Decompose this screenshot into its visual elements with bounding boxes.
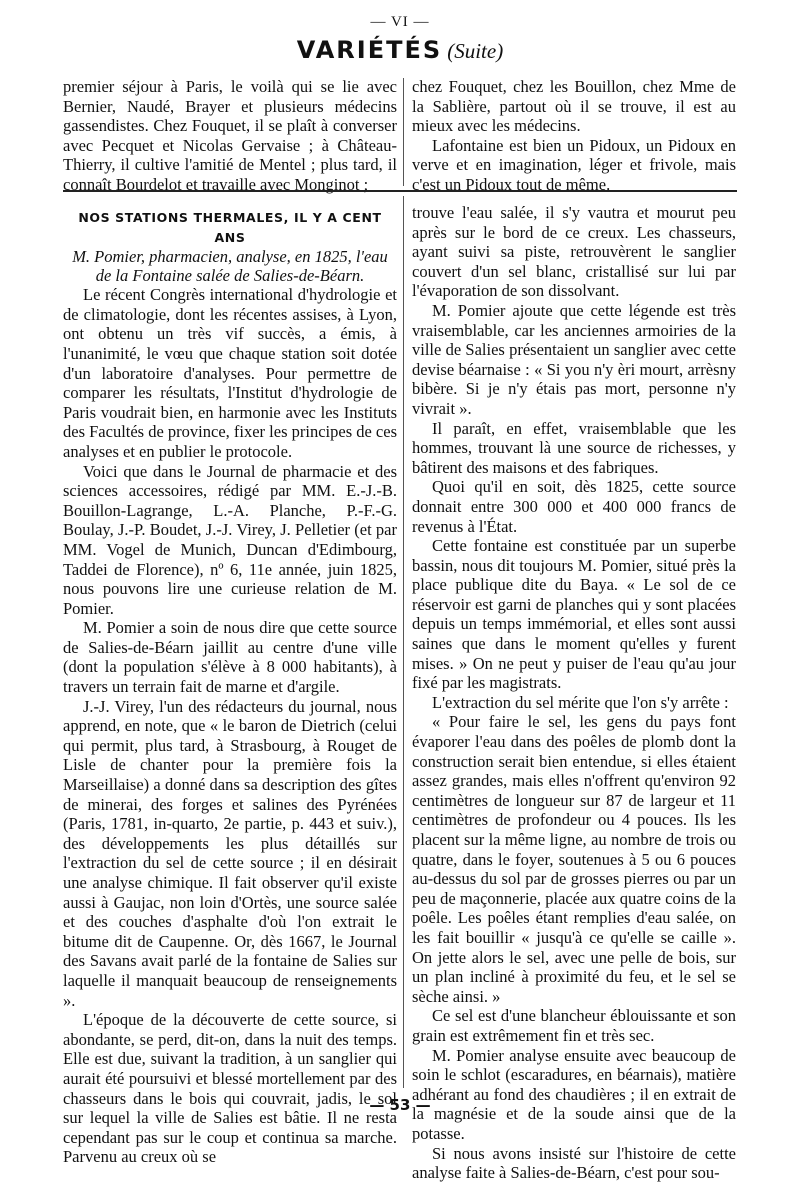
article-paragraph: J.-J. Virey, l'un des rédacteurs du journal, nous apprend, en note, que « le baron de Dietrich (celui qui permit, plus tard, à Strasbourg, à Rouget de Lisle de chanter pour la première fois la Marseillaise) a donné dans sa description des gîtes de minerai, des forges et salines des Pyrénées (Paris, 1781, in-quarto, 2e partie, p. 443 et suiv.), des développements les plus détaillés sur l'extraction du sel de cette source ; il en désirait une analyse chimique. Il fait observer qu'il existe aussi à Gaujac, non loin d'Ortès, une source salée et des couches d'asphalte d'où l'on extrait le bitume dit de Caupenne. Or, dès 1667, le Journal des Savans avait parlé de la fontaine de Salies sur laquelle il manquait beaucoup de renseignements ».	[63, 696, 397, 1010]
column-divider	[403, 196, 404, 1088]
article-paragraph: « Pour faire le sel, les gens du pays font évaporer l'eau dans des poêles de plomb dont la construction serait bien entendue, si elles étaient assez grandes, mais elles n'offrent qu'environ 92 centimètres de longueur sur 87 de largeur et 11 centimètres de profondeur ou 4 pouces. Ils les placent sur la même ligne, au nombre de trois ou quatre, dans le foyer, soutenues à 5 ou 6 pouces au-dessus du sol par de grosses pierres ou par un peu de maçonnerie, placée aux quatre coins de la poêle. Les poêles étant remplies d'eau salée, on les fait bouillir « jusqu'à ce qu'elle se caille ». On jette alors le sel, avec une pelle de bois, sur un plan incliné à proximité du feu, et le sel se sèche ainsi. »	[412, 712, 736, 1006]
article-paragraph: Le récent Congrès international d'hydrologie et de climatologie, dont les récentes assises, à Lyon, ont obtenu un très vif succès, a émis, à l'unanimité, le vœu que chaque station soit dotée d'un laboratoire d'analyses. Pour permettre de comparer les résultats, l'Institut d'hydrologie de Paris voudrait bien, en harmonie avec les Instituts des Facultés de province, fixer les principes de ces analyses et en publier le protocole.	[63, 285, 398, 461]
article-paragraph: Voici que dans le Journal de pharmacie et des sciences accessoires, rédigé par MM. E.-J.-B. Bouillon-Lagrange, L.-A. Planche, P.-F.-G. Boulay, J.-P. Boudet, J.-J. Virey, J. Pelletier (et par MM. Vogel de Munich, Duncan d'Edimbourg, Taddei de Florence), nº 6, 11e année, juin 1825, nous pouvons lire une curieuse relation de M. Pomier.	[63, 461, 397, 618]
top-left-paragraph: premier séjour à Paris, le voilà qui se lie avec Bernier, Naudé, Brayer et plusieurs médecins gassendistes. Chez Fouquet, il se plaît à converser avec Pecquet et Nicolas Gervaise ; à Château-Thierry, il cultive l'amitié de Mentel ; plus tard, il connaît Bourdelot et travaille avec Monginot ;	[63, 77, 397, 194]
article-subtitle: M. Pomier, pharmacien, analyse, en 1825, l'eau de la Fontaine salée de Salies-de-Béarn.	[72, 247, 388, 286]
top-right-paragraph-2: Lafontaine est bien un Pidoux, un Pidoux en verve et en imagination, léger et frivole, mais c'est un Pidoux tout de même.	[412, 135, 736, 194]
page-roman-numeral: — VI —	[370, 14, 430, 30]
article-paragraph: Ce sel est d'une blancheur éblouissante et son grain est extrêmement fin et très sec.	[412, 1006, 736, 1045]
article-paragraph: L'époque de la découverte de cette source, si abondante, se perd, dit-on, dans la nuit des temps. Elle est due, suivant la tradition, à un sanglier qui aurait été poursuivi et blessé mortellement par des chasseurs dans le bois qui couvrait, jadis, le sol sur lequel la ville de Salies est bâtie. Il ne resta cependant pas sur le coup et continua sa marche. Parvenu au creux où se	[63, 1010, 397, 1167]
article-paragraph: M. Pomier ajoute que cette légende est très vraisemblable, car les anciennes armoiries de la ville de Salies présentaient un sanglier avec cette devise béarnaise : « Si you n'y èri mourt, arrèsny bibère. Si je n'y étais pas mort, personne n'y vivrait ».	[412, 300, 736, 418]
article-left-column	[63, 208, 397, 1167]
article-paragraph: M. Pomier analyse ensuite avec beaucoup de soin le schlot (escaradures, en béarnais), matière adhérant au fond des chaudières ; il en extrait de la magnésie et de la soude ainsi que de la potasse.	[412, 1045, 736, 1143]
article-paragraph: Si nous avons insisté sur l'histoire de cette analyse faite à Salies-de-Béarn, c'est pour sou-	[412, 1143, 736, 1183]
article-right-column	[412, 203, 736, 1183]
article-paragraph: Cette fontaine est constituée par un superbe bassin, nous dit toujours M. Pomier, situé près la place publique dite du Baya. « Le sol de ce réservoir est garni de planches qui y sont placées depuis un temps immémorial, et elles sont aussi saines que dans le moment qu'elles y furent mises. » On ne peut y puiser de l'eau qu'au jour fixé par les magistrats.	[412, 536, 736, 693]
article-paragraph: Quoi qu'il en soit, dès 1825, cette source donnait entre 300 000 et 400 000 francs de revenus à l'État.	[412, 477, 736, 536]
section-divider	[63, 190, 737, 192]
article-paragraph: trouve l'eau salée, il s'y vautra et mourut peu après sur le bord de ce creux. Les chasseurs, ayant suivi sa piste, retrouvèrent le sanglier couvert d'un sel blanc, cristallisé sur lui par l'évaporation de son dissolvant.	[412, 203, 736, 301]
running-title-suite: (Suite)	[447, 39, 504, 63]
page-number: — 53 —	[369, 1096, 431, 1114]
top-right-column	[412, 77, 736, 195]
top-column-divider	[403, 78, 404, 186]
article-paragraph: M. Pomier a soin de nous dire que cette source de Salies-de-Béarn jaillit au centre d'une ville (dont la population s'élève à 8 000 habitants), à travers un terrain fait de marne et d'argile.	[63, 618, 397, 697]
top-left-column	[63, 77, 397, 195]
top-right-paragraph-1: chez Fouquet, chez les Bouillon, chez Mme de la Sablière, partout où il se trouve, il est au mieux avec les médecins.	[412, 77, 736, 136]
running-title-main: VARIÉTÉS	[296, 36, 443, 64]
article-paragraph: Il paraît, en effet, vraisemblable que les hommes, trouvant là une source de richesses, y bâtirent des maisons et des fabriques.	[412, 418, 736, 477]
article-paragraph: L'extraction du sel mérite que l'on s'y arrête :	[432, 692, 729, 712]
article-title: NOS STATIONS THERMALES, IL Y A CENT ANS	[78, 210, 382, 245]
running-title	[0, 36, 800, 64]
